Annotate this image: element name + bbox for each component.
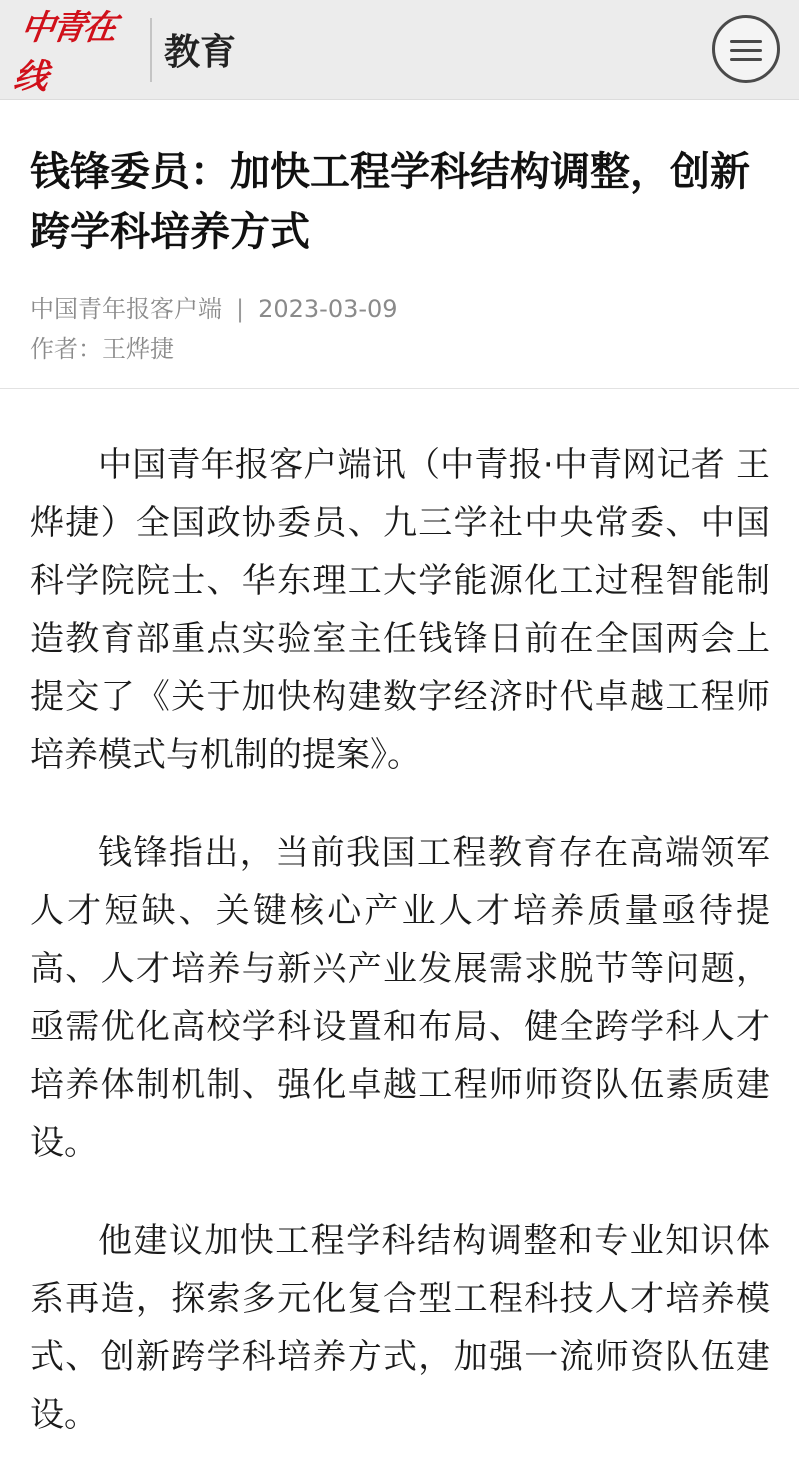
hamburger-menu-icon-bar	[730, 49, 762, 52]
header-divider	[150, 18, 152, 82]
menu-button[interactable]	[712, 15, 780, 83]
article-source: 中国青年报客户端	[30, 295, 222, 323]
article-paragraph: 钱锋指出，当前我国工程教育存在高端领军人才短缺、关键核心产业人才培养质量亟待提高、人才培养与新兴产业发展需求脱节等问题，亟需优化高校学科设置和布局、健全跨学科人才培养体制机制、强化卓越工程师师资队伍素质建设。	[30, 833, 770, 1163]
hamburger-menu-icon-bar	[730, 58, 762, 61]
channel-title[interactable]: 教育	[164, 31, 237, 73]
meta-separator: |	[236, 295, 245, 323]
hamburger-menu-icon	[730, 40, 762, 43]
site-logo[interactable]: 中青在线	[11, 8, 117, 97]
article-title: 钱锋委员：加快工程学科结构调整，创新跨学科培养方式	[30, 149, 750, 255]
article-author: 作者：王烨捷	[30, 335, 174, 363]
article-meta	[30, 290, 398, 328]
article-paragraph: 中国青年报客户端讯（中青报·中青网记者 王烨捷）全国政协委员、九三学社中央常委、中国科学院院士、华东理工大学能源化工过程智能制造教育部重点实验室主任钱锋日前在全国两会上提交了《关于加快构建数字经济时代卓越工程师培养模式与机制的提案》。	[30, 445, 770, 775]
top-nav-bar	[0, 0, 799, 100]
article-date: 2023-03-09	[258, 295, 398, 323]
article-body	[30, 436, 770, 1484]
article-paragraph: 他建议加快工程学科结构调整和专业知识体系再造，探索多元化复合型工程科技人才培养模式、创新跨学科培养方式，加强一流师资队伍建设。	[30, 1221, 770, 1435]
meta-divider	[0, 388, 799, 389]
